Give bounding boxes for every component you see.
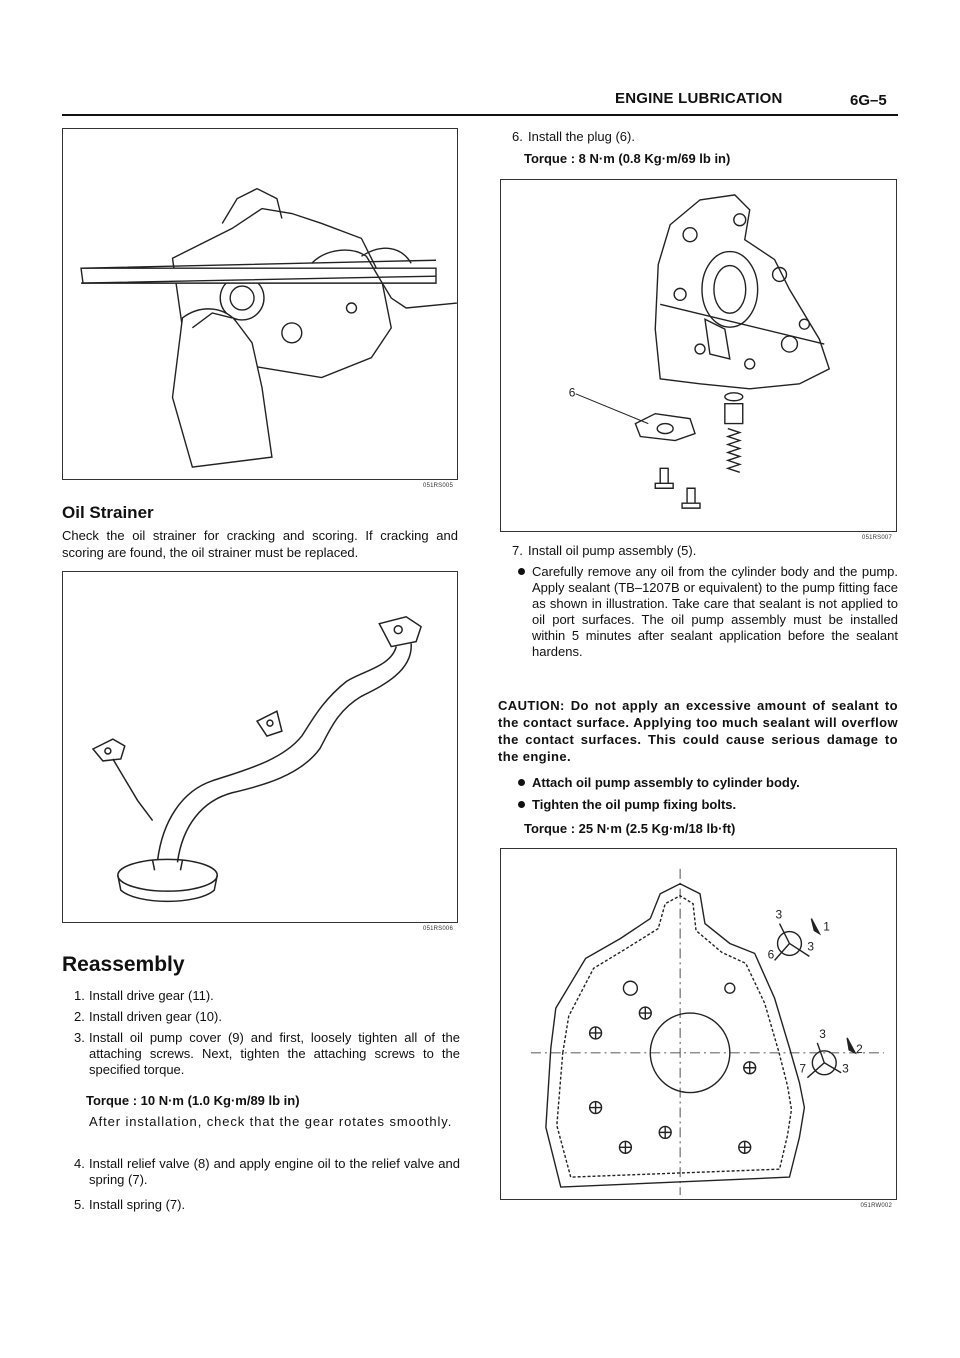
figure-sealant-pattern	[500, 848, 897, 1209]
oil-strainer-illustration	[63, 572, 457, 922]
figure-code: 051RS006	[423, 926, 453, 932]
step-number: 4.	[74, 1156, 85, 1171]
step-text: Install relief valve (8) and apply engine oil to the relief valve and spring (7).	[89, 1156, 460, 1187]
callout-6: 6	[767, 947, 775, 962]
page-number: 6G–5	[850, 92, 887, 109]
step-text: Install oil pump assembly (5).	[528, 543, 697, 558]
callout-6: 6	[568, 385, 576, 400]
step-number: 7.	[512, 543, 523, 558]
step-text: Install driven gear (10).	[89, 1009, 222, 1024]
callout-1: 1	[823, 919, 830, 934]
bullet-icon	[518, 801, 525, 808]
callout-2: 2	[856, 1041, 863, 1056]
step-text: Install oil pump cover (9) and first, loosely tighten all of the attaching screws. Next, tighten the attaching screws to the specified torque.	[89, 1030, 460, 1077]
running-header-title: ENGINE LUBRICATION	[615, 90, 783, 107]
caution-note: CAUTION: Do not apply an excessive amount of sealant to the contact surface. Applying too much sealant will overflow the contact surfaces. This could cause serious damage to the engine.	[498, 698, 898, 764]
step-number: 3.	[74, 1030, 85, 1045]
callout-3-bottom: 3	[842, 1061, 849, 1076]
step-text: Install the plug (6).	[528, 129, 635, 144]
bullet-text: Attach oil pump assembly to cylinder body.	[532, 775, 800, 790]
figure-oil-pump-plug	[500, 179, 897, 541]
callout-7: 7	[799, 1061, 807, 1076]
step-number: 6.	[512, 129, 523, 144]
bullet-text: Tighten the oil pump fixing bolts.	[532, 797, 737, 812]
torque-spec-step-6: Torque : 8 N·m (0.8 Kg·m/69 lb in)	[524, 151, 731, 166]
oil-pump-plug-illustration	[501, 180, 896, 531]
callout-3-right: 3	[807, 939, 815, 954]
header-rule	[62, 114, 898, 116]
figure-code: 051RW002	[860, 1203, 892, 1209]
step-number: 5.	[74, 1197, 85, 1212]
bullet-icon	[518, 779, 525, 786]
torque-spec-step-3: Torque : 10 N·m (1.0 Kg·m/89 lb in)	[86, 1093, 300, 1108]
sealant-pattern-illustration	[501, 849, 896, 1199]
step-text: Install drive gear (11).	[89, 988, 214, 1003]
section-heading-reassembly: Reassembly	[62, 953, 185, 976]
figure-straightedge-check	[62, 128, 458, 489]
figure-oil-strainer	[62, 571, 458, 932]
section-heading-oil-strainer: Oil Strainer	[62, 503, 154, 522]
callout-3-mid: 3	[819, 1026, 826, 1041]
bullet-text: Carefully remove any oil from the cylinder body and the pump. Apply sealant (TB–1207B or equivalent) to the pump fitting face as shown in illustration. Take care that sealant is not applied to oil port surfaces. The oil pump assembly must be installed within 5 minutes after sealant application before the sealant hardens.	[532, 564, 898, 659]
step-number: 2.	[74, 1009, 85, 1024]
figure-code: 051RS005	[423, 483, 453, 489]
figure-code: 051RS007	[862, 535, 892, 541]
note-step-3: After installation, check that the gear rotates smoothly.	[89, 1114, 453, 1129]
torque-spec-step-7: Torque : 25 N·m (2.5 Kg·m/18 lb·ft)	[524, 821, 736, 836]
step-text: Install spring (7).	[89, 1197, 186, 1212]
straightedge-illustration	[63, 129, 457, 479]
step-number: 1.	[74, 988, 85, 1003]
callout-3-top: 3	[775, 907, 783, 922]
oil-strainer-text: Check the oil strainer for cracking and scoring. If cracking and scoring are found, the oil strainer must be replaced.	[62, 528, 458, 560]
bullet-icon	[518, 568, 525, 575]
